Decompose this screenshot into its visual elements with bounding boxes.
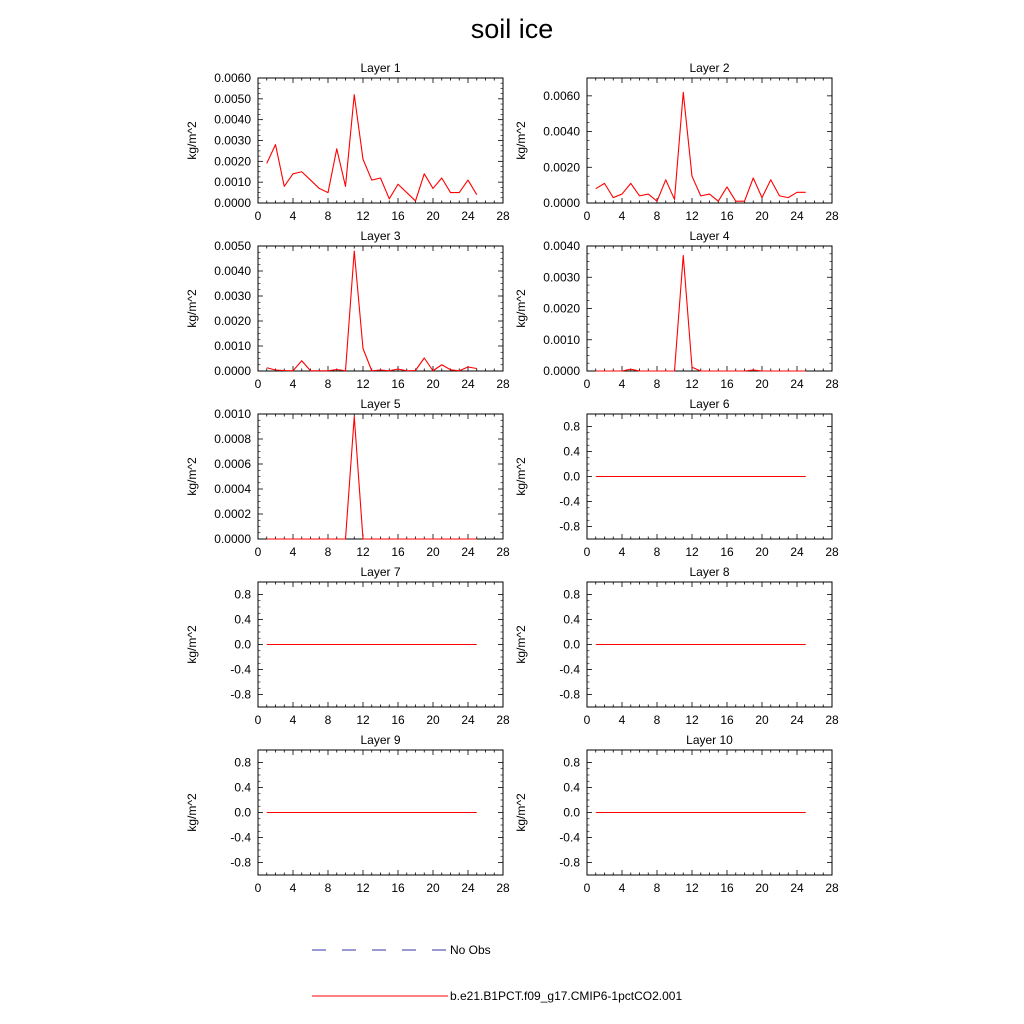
panel-title: Layer 1 [360, 61, 401, 75]
x-tick-label: 28 [825, 545, 839, 559]
y-tick-label: -0.8 [559, 687, 580, 702]
x-tick-label: 0 [254, 713, 262, 727]
x-tick-label: 16 [391, 209, 405, 223]
y-tick-label: 0.4 [234, 612, 251, 627]
x-tick-label: 16 [391, 881, 405, 895]
x-tick-label: 24 [790, 377, 804, 391]
y-axis-label: kg/m^2 [514, 625, 528, 664]
y-tick-label: 0.0010 [214, 175, 251, 190]
y-tick-label: 0.0000 [543, 196, 580, 210]
x-tick-label: 16 [391, 713, 405, 727]
y-tick-label: 0.0000 [214, 196, 251, 210]
x-tick-label: 12 [356, 209, 370, 223]
y-tick-label: 0.0000 [214, 532, 251, 546]
x-tick-label: 16 [720, 881, 734, 895]
y-axis-label: kg/m^2 [185, 793, 199, 832]
y-tick-label: 0.0040 [214, 264, 251, 278]
x-tick-label: 4 [618, 545, 626, 559]
x-tick-label: 8 [324, 713, 332, 727]
panel-8 [514, 565, 839, 727]
legend-label: No Obs [450, 943, 491, 957]
x-tick-label: 16 [391, 545, 405, 559]
y-tick-label: 0.0000 [214, 364, 251, 378]
y-tick-label: 0.0002 [214, 507, 251, 521]
x-tick-label: 28 [496, 881, 510, 895]
x-tick-label: 4 [618, 881, 626, 895]
y-tick-label: 0.0030 [543, 270, 580, 285]
x-tick-label: 4 [289, 377, 297, 391]
x-tick-label: 24 [790, 209, 804, 223]
x-tick-label: 4 [289, 881, 297, 895]
x-tick-label: 24 [461, 881, 475, 895]
panel-title: Layer 2 [689, 61, 730, 75]
y-tick-label: -0.4 [559, 830, 580, 845]
y-tick-label: 0.0060 [214, 71, 251, 85]
x-tick-label: 20 [426, 377, 440, 391]
series-line [596, 255, 806, 371]
x-tick-label: 0 [583, 881, 591, 895]
y-axis-label: kg/m^2 [514, 457, 528, 496]
x-tick-label: 24 [461, 545, 475, 559]
y-tick-label: 0.0006 [214, 457, 251, 471]
panel-5 [185, 397, 510, 559]
y-tick-label: -0.8 [230, 855, 251, 870]
panel-title: Layer 5 [360, 397, 401, 411]
x-tick-label: 20 [426, 713, 440, 727]
plot-frame [587, 246, 832, 371]
x-tick-label: 20 [426, 881, 440, 895]
y-tick-label: 0.0020 [543, 301, 580, 316]
y-tick-label: -0.8 [559, 519, 580, 534]
y-axis-label: kg/m^2 [514, 121, 528, 160]
y-tick-label: 0.0040 [543, 239, 580, 253]
x-tick-label: 0 [254, 881, 262, 895]
x-tick-label: 12 [356, 881, 370, 895]
x-tick-label: 4 [289, 545, 297, 559]
plot-frame [587, 78, 832, 203]
x-tick-label: 12 [356, 713, 370, 727]
plot-frame [258, 246, 503, 371]
x-tick-label: 4 [618, 209, 626, 223]
x-tick-label: 20 [755, 377, 769, 391]
y-axis-label: kg/m^2 [185, 457, 199, 496]
x-tick-label: 16 [720, 209, 734, 223]
x-tick-label: 8 [653, 713, 661, 727]
x-tick-label: 28 [496, 713, 510, 727]
x-tick-label: 20 [755, 545, 769, 559]
series-line [596, 92, 806, 201]
x-tick-label: 0 [254, 545, 262, 559]
figure-title: soil ice [470, 14, 554, 44]
y-tick-label: 0.0030 [214, 289, 251, 303]
y-tick-label: 0.4 [563, 612, 580, 627]
x-tick-label: 20 [755, 881, 769, 895]
x-tick-label: 24 [790, 881, 804, 895]
y-tick-label: 0.0008 [214, 432, 251, 446]
x-tick-label: 24 [461, 713, 475, 727]
x-tick-label: 12 [356, 377, 370, 391]
x-tick-label: 8 [653, 881, 661, 895]
panel-title: Layer 8 [689, 565, 730, 579]
x-tick-label: 0 [583, 545, 591, 559]
panel-6 [514, 397, 839, 559]
x-tick-label: 28 [496, 377, 510, 391]
panel-3 [185, 229, 510, 391]
x-tick-label: 8 [324, 881, 332, 895]
panel-title: Layer 6 [689, 397, 730, 411]
y-tick-label: 0.0010 [214, 407, 251, 421]
x-tick-label: 0 [583, 713, 591, 727]
y-tick-label: 0.0030 [214, 133, 251, 148]
x-tick-label: 4 [289, 713, 297, 727]
panel-title: Layer 7 [360, 565, 401, 579]
y-tick-label: -0.4 [230, 830, 251, 845]
panel-10 [514, 733, 839, 895]
y-tick-label: -0.4 [559, 494, 580, 509]
legend-label: b.e21.B1PCT.f09_g17.CMIP6-1pctCO2.001 [450, 989, 683, 1003]
y-tick-label: 0.4 [563, 444, 580, 459]
x-tick-label: 12 [356, 545, 370, 559]
y-tick-label: 0.8 [563, 755, 580, 770]
x-tick-label: 20 [755, 209, 769, 223]
panel-title: Layer 9 [360, 733, 401, 747]
x-tick-label: 8 [653, 209, 661, 223]
y-tick-label: 0.0060 [543, 88, 580, 103]
x-tick-label: 8 [653, 545, 661, 559]
x-tick-label: 24 [790, 545, 804, 559]
x-tick-label: 0 [583, 377, 591, 391]
y-tick-label: 0.0050 [214, 91, 251, 106]
y-tick-label: -0.4 [230, 662, 251, 677]
x-tick-label: 24 [790, 713, 804, 727]
x-tick-label: 16 [720, 545, 734, 559]
series-line [267, 417, 477, 540]
y-tick-label: 0.8 [234, 587, 251, 602]
x-tick-label: 28 [825, 377, 839, 391]
x-tick-label: 20 [426, 545, 440, 559]
x-tick-label: 12 [685, 209, 699, 223]
x-tick-label: 16 [720, 377, 734, 391]
x-tick-label: 0 [583, 209, 591, 223]
y-axis-label: kg/m^2 [185, 121, 199, 160]
x-tick-label: 28 [496, 545, 510, 559]
x-tick-label: 8 [324, 545, 332, 559]
y-tick-label: 0.0 [563, 469, 580, 484]
y-tick-label: 0.0020 [214, 314, 251, 328]
x-tick-label: 24 [461, 209, 475, 223]
y-tick-label: 0.0020 [543, 160, 580, 175]
panel-1 [185, 61, 510, 223]
y-tick-label: 0.8 [234, 755, 251, 770]
panel-4 [514, 229, 839, 391]
x-tick-label: 28 [825, 209, 839, 223]
x-tick-label: 8 [324, 377, 332, 391]
y-tick-label: -0.8 [559, 855, 580, 870]
x-tick-label: 12 [685, 713, 699, 727]
y-tick-label: 0.0040 [543, 124, 580, 139]
y-tick-label: -0.4 [559, 662, 580, 677]
x-tick-label: 4 [618, 377, 626, 391]
x-tick-label: 12 [685, 545, 699, 559]
y-tick-label: 0.0 [563, 805, 580, 820]
y-tick-label: 0.0000 [543, 364, 580, 378]
legend [312, 943, 682, 1003]
panel-title: Layer 3 [360, 229, 401, 243]
y-tick-label: 0.0040 [214, 112, 251, 127]
x-tick-label: 12 [685, 881, 699, 895]
x-tick-label: 4 [618, 713, 626, 727]
x-tick-label: 12 [685, 377, 699, 391]
y-axis-label: kg/m^2 [185, 289, 199, 328]
x-tick-label: 8 [324, 209, 332, 223]
y-tick-label: 0.8 [563, 419, 580, 434]
x-tick-label: 0 [254, 209, 262, 223]
y-tick-label: 0.4 [234, 780, 251, 795]
y-tick-label: 0.0050 [214, 239, 251, 253]
x-tick-label: 0 [254, 377, 262, 391]
x-tick-label: 8 [653, 377, 661, 391]
series-line [267, 95, 477, 201]
plot-frame [258, 414, 503, 539]
y-axis-label: kg/m^2 [514, 289, 528, 328]
plot-frame [258, 78, 503, 203]
x-tick-label: 28 [496, 209, 510, 223]
y-tick-label: 0.0020 [214, 154, 251, 169]
y-axis-label: kg/m^2 [185, 625, 199, 664]
y-tick-label: -0.8 [230, 687, 251, 702]
y-tick-label: 0.0004 [214, 482, 251, 496]
x-tick-label: 20 [755, 713, 769, 727]
y-tick-label: 0.4 [563, 780, 580, 795]
x-tick-label: 16 [391, 377, 405, 391]
y-tick-label: 0.0 [234, 805, 251, 820]
y-tick-label: 0.0 [234, 637, 251, 652]
x-tick-label: 28 [825, 713, 839, 727]
x-tick-label: 20 [426, 209, 440, 223]
x-tick-label: 16 [720, 713, 734, 727]
panel-7 [185, 565, 510, 727]
y-axis-label: kg/m^2 [514, 793, 528, 832]
y-tick-label: 0.0010 [543, 332, 580, 347]
panel-9 [185, 733, 510, 895]
panel-title: Layer 4 [689, 229, 730, 243]
y-tick-label: 0.0 [563, 637, 580, 652]
x-tick-label: 24 [461, 377, 475, 391]
x-tick-label: 4 [289, 209, 297, 223]
y-tick-label: 0.8 [563, 587, 580, 602]
panel-title: Layer 10 [686, 733, 733, 747]
panel-2 [514, 61, 839, 223]
x-tick-label: 28 [825, 881, 839, 895]
y-tick-label: 0.0010 [214, 339, 251, 353]
series-line [267, 251, 477, 371]
